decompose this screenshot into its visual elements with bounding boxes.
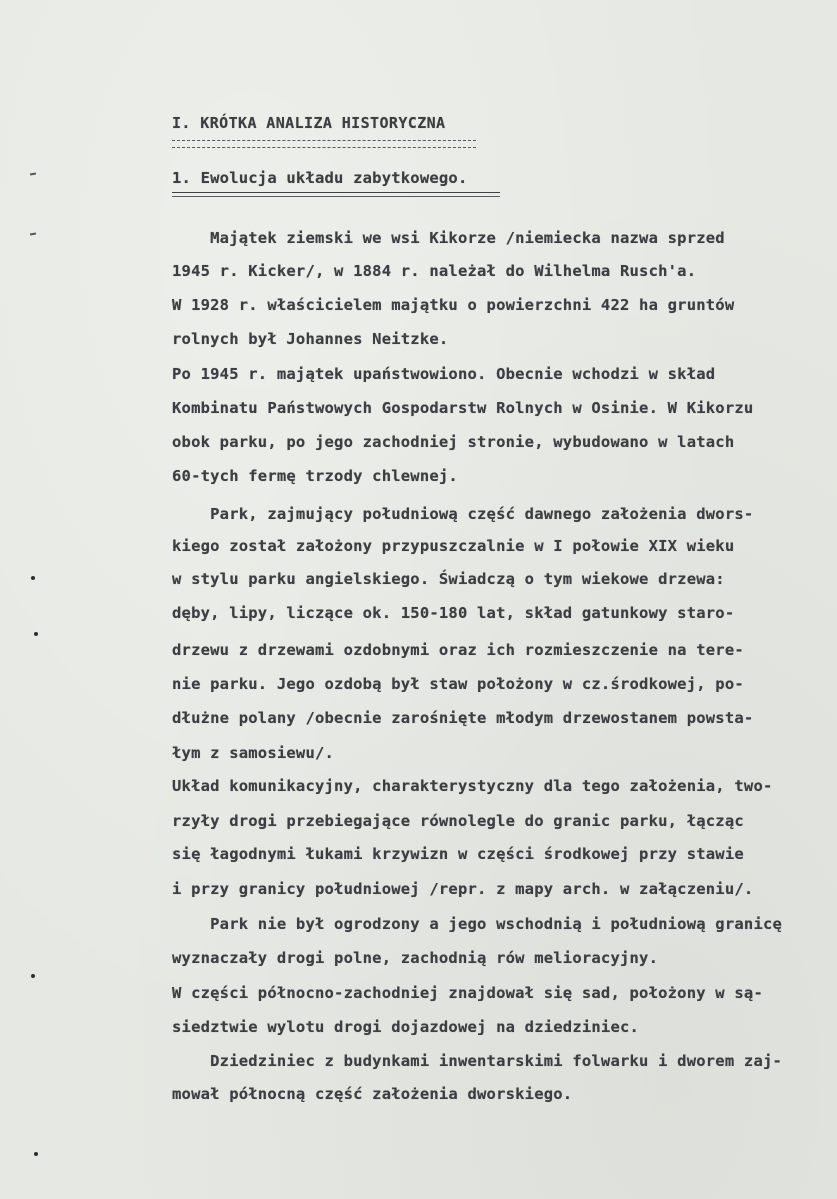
subheading-underline xyxy=(172,192,500,197)
body-line: wyznaczały drogi polne, zachodnią rów melioracyjny. xyxy=(172,949,659,967)
body-line: w stylu parku angielskiego. Świadczą o tym wiekowe drzewa: xyxy=(172,570,725,588)
margin-dot xyxy=(34,1152,38,1156)
body-line: Układ komunikacyjny, charakterystyczny dla tego założenia, two- xyxy=(172,777,773,795)
body-line: 60-tych fermę trzody chlewnej. xyxy=(172,467,458,485)
margin-dot xyxy=(34,632,38,636)
body-line: się łagodnymi łukami krzywizn w części środkowej przy stawie xyxy=(172,845,744,863)
body-line: i przy granicy południowej /repr. z mapy arch. w załączeniu/. xyxy=(172,880,754,898)
body-line: W części północno-zachodniej znajdował się sad, położony w są- xyxy=(172,984,763,1002)
body-line: Dziedziniec z budynkami inwentarskimi folwarku i dworem zaj- xyxy=(172,1052,783,1070)
body-line: Po 1945 r. majątek upaństwowiono. Obecnie wchodzi w skład xyxy=(172,365,716,383)
margin-mark xyxy=(30,232,36,235)
body-line: Majątek ziemski we wsi Kikorze /niemiecka nazwa sprzed xyxy=(172,229,725,247)
body-line: rzyły drogi przebiegające równolegle do granic parku, łącząc xyxy=(172,812,744,830)
margin-dot xyxy=(31,576,35,580)
body-line: łym z samosiewu/. xyxy=(172,744,335,762)
margin-mark xyxy=(30,172,36,175)
body-line: Kombinatu Państwowych Gospodarstw Rolnych w Osinie. W Kikorzu xyxy=(172,399,754,417)
body-line: 1945 r. Kicker/, w 1884 r. należał do Wilhelma Rusch'a. xyxy=(172,262,697,280)
body-line: Park, zajmujący południową część dawnego założenia dwors- xyxy=(172,505,754,523)
body-line: kiego został założony przypuszczalnie w I połowie XIX wieku xyxy=(172,537,735,555)
section-heading: I. KRÓTKA ANALIZA HISTORYCZNA xyxy=(172,114,446,132)
body-line: dłużne polany /obecnie zarośnięte młodym drzewostanem powsta- xyxy=(172,709,754,727)
body-line: mował północną część założenia dworskiego. xyxy=(172,1085,573,1103)
body-line: drzewu z drzewami ozdobnymi oraz ich rozmieszczenie na tere- xyxy=(172,641,744,659)
margin-dot xyxy=(31,974,35,978)
body-line: nie parku. Jego ozdobą był staw położony w cz.środkowej, po- xyxy=(172,675,744,693)
body-line: rolnych był Johannes Neitzke. xyxy=(172,330,449,348)
subsection-heading: 1. Ewolucja układu zabytkowego. xyxy=(172,169,468,187)
body-line: siedztwie wylotu drogi dojazdowej na dziedziniec. xyxy=(172,1018,640,1036)
heading-double-underline xyxy=(172,140,476,148)
body-line: obok parku, po jego zachodniej stronie, wybudowano w latach xyxy=(172,433,735,451)
body-line: Park nie był ogrodzony a jego wschodnią i południową granicę xyxy=(172,915,783,933)
body-line: W 1928 r. właścicielem majątku o powierzchni 422 ha gruntów xyxy=(172,296,735,314)
body-line: dęby, lipy, liczące ok. 150-180 lat, skład gatunkowy staro- xyxy=(172,604,735,622)
